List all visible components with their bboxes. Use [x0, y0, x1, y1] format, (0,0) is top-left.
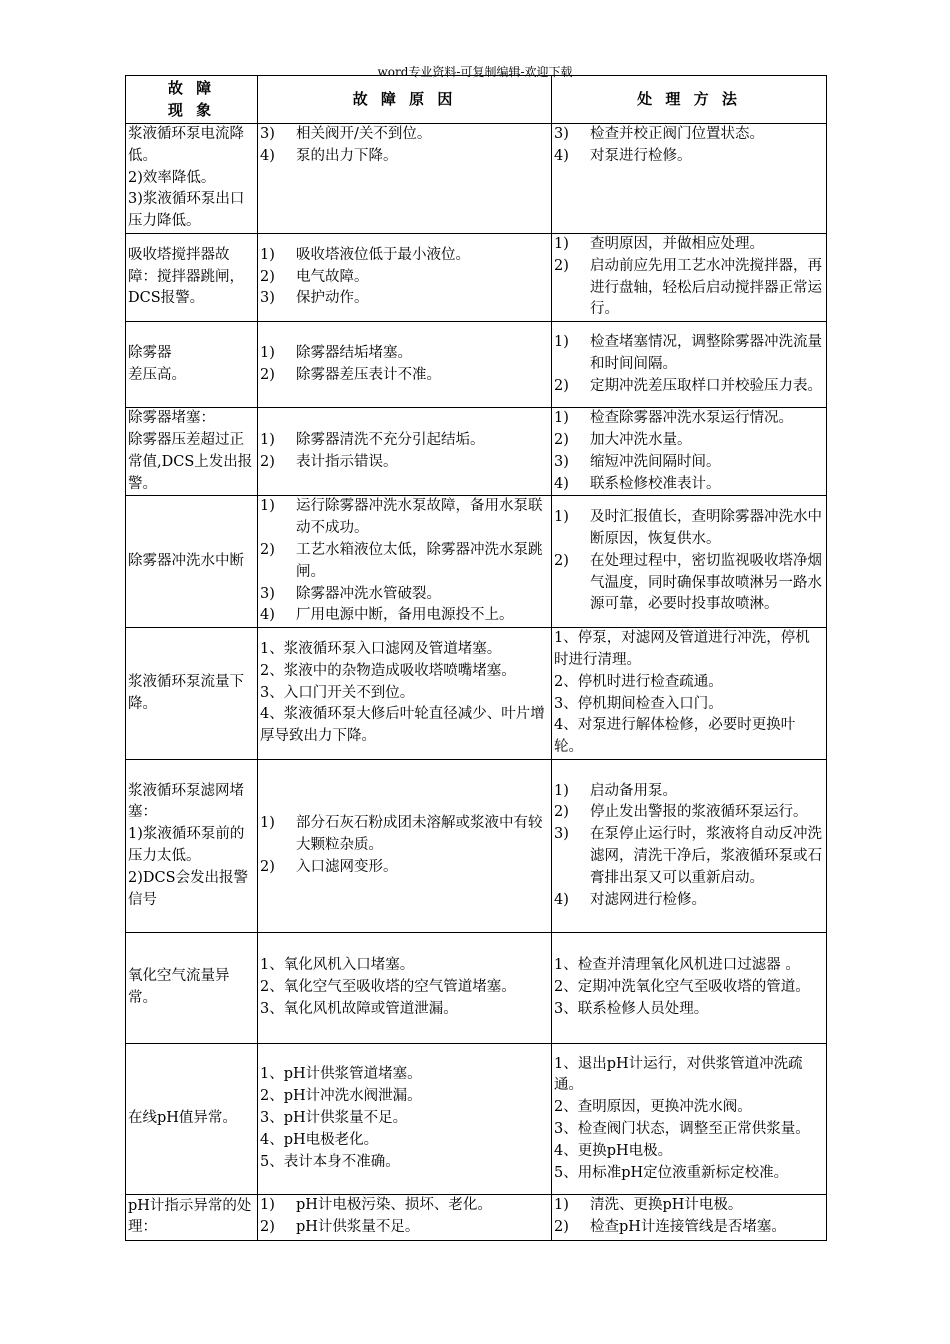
cause-item [260, 343, 549, 365]
cause-item-text: pH计供浆量不足。 [296, 1218, 420, 1235]
method-item-text: 在泵停止运行时，浆液将自动反冲洗滤网，清洗干净后，浆液循环泵或石膏排出泵又可以重新启动。 [590, 826, 822, 886]
symptom-text: 除雾器压差超过正常值,DCS上发出报警。 [128, 431, 253, 492]
method-item-number: 3) [554, 826, 569, 843]
method-item-number: 3) [554, 126, 569, 142]
cause-item-text: 入口滤网变形。 [296, 858, 398, 875]
method-item [554, 824, 824, 889]
cause-item: 3、入口门开关不到位。 [260, 684, 415, 701]
method-item-text: 及时汇报值长，查明除雾器冲洗水中断原因，恢复供水。 [590, 509, 822, 548]
cause-item [260, 813, 549, 857]
cause-item [260, 124, 549, 146]
method-cell [552, 124, 827, 234]
cause-item [260, 1217, 549, 1239]
method-item [554, 376, 824, 398]
method-item-number: 2) [554, 257, 569, 274]
cause-item-number: 3) [260, 290, 275, 307]
cause-item: 1、氧化风机入口堵塞。 [260, 957, 415, 974]
method-item-text: 启动前应先用工艺水冲洗搅拌器，再进行盘轴，轻松后启动搅拌器正常运行。 [590, 257, 822, 318]
cause-item [260, 605, 549, 627]
method-item [554, 452, 824, 474]
symptom-text: 吸收塔搅拌器故障：搅拌器跳闸，DCS报警。 [128, 246, 244, 307]
method-item [554, 507, 824, 551]
symptom-text: 2)效率降低。 [128, 169, 216, 186]
method-item-number: 2) [554, 431, 569, 448]
page-header: word专业资料-可复制编辑-欢迎下载 [377, 65, 573, 79]
cause-item-text: pH计电极污染、损坏、老化。 [296, 1196, 492, 1213]
method-item-text: 查明原因，并做相应处理。 [590, 235, 764, 252]
cause-item-text: 工艺水箱液位太低，除雾器冲洗水泵跳闸。 [296, 541, 543, 580]
method-item: 2、停机时进行检查疏通。 [554, 673, 723, 690]
cause-item-number: 3) [260, 585, 275, 602]
table-row [126, 322, 827, 408]
cause-item-text: 吸收塔液位低于最小液位。 [296, 246, 470, 263]
method-cell [552, 759, 827, 932]
symptom-text: 除雾器堵塞： [128, 410, 215, 427]
fault-table [125, 75, 827, 1241]
method-item-text: 在处理过程中，密切监视吸收塔净烟气温度，同时确保事故喷淋另一路水源可靠，必要时投事故喷淋。 [590, 552, 822, 613]
cause-cell [258, 233, 552, 321]
cause-item: 4、pH电极老化。 [260, 1131, 379, 1148]
symptom-text: 除雾器冲洗水中断 [128, 552, 244, 569]
symptom-text: 在线pH值异常。 [128, 1110, 237, 1127]
method-item [554, 234, 824, 256]
method-item-number: 4) [554, 475, 569, 492]
method-item: 4、更换pH电极。 [554, 1142, 673, 1159]
table-row [126, 1194, 827, 1240]
cause-item-text: 电气故障。 [296, 268, 369, 285]
method-cell [552, 1194, 827, 1240]
method-cell [552, 1043, 827, 1194]
header-cause: 故 障 原 因 [258, 76, 552, 124]
method-cell [552, 233, 827, 321]
cause-cell [258, 1043, 552, 1194]
symptom-text: 除雾器 [128, 344, 172, 361]
cause-item-number: 2) [260, 268, 275, 285]
cause-item-number: 2) [260, 453, 275, 470]
symptom-text: 2)DCS会发出报警信号 [128, 869, 249, 908]
method-item [554, 1217, 824, 1239]
method-item-text: 启动备用泵。 [590, 782, 677, 799]
header-symptom-line2: 现 象 [167, 100, 216, 119]
method-item-text: 清洗、更换pH计电极。 [590, 1196, 743, 1213]
symptom-cell [126, 759, 258, 932]
cause-item [260, 365, 549, 387]
cause-item: 5、表计本身不准确。 [260, 1153, 400, 1170]
method-item-number: 4) [554, 891, 569, 908]
table-row [126, 1043, 827, 1194]
symptom-cell [126, 1043, 258, 1194]
cause-item: 2、pH计冲洗水阀泄漏。 [260, 1088, 422, 1105]
method-item [554, 332, 824, 376]
method-item-number: 1) [554, 1196, 569, 1213]
method-item-number: 1) [554, 782, 569, 799]
symptom-text: 1)浆液循环泵前的压力太低。 [128, 826, 245, 864]
method-item [554, 802, 824, 824]
method-item-text: 缩短冲洗间隔时间。 [590, 453, 721, 470]
header-symptom-line1: 故 障 [167, 78, 216, 97]
cause-item [260, 857, 549, 879]
header-method: 处 理 方 法 [552, 76, 827, 124]
cause-item [260, 496, 549, 540]
cause-item-text: 除雾器清洗不充分引起结垢。 [296, 431, 485, 448]
method-item-number: 2) [554, 552, 569, 569]
method-cell [552, 322, 827, 408]
method-item-text: 对滤网进行检修。 [590, 891, 706, 908]
method-item-number: 3) [554, 453, 569, 470]
symptom-cell [126, 408, 258, 496]
method-item-text: 对泵进行检修。 [590, 147, 692, 164]
cause-item-number: 2) [260, 858, 275, 875]
cause-item-text: 除雾器结垢堵塞。 [296, 344, 412, 361]
cause-item-text: 泵的出力下降。 [296, 147, 398, 164]
symptom-cell [126, 496, 258, 628]
symptom-text: 浆液循环泵滤网堵塞： [128, 782, 244, 821]
method-item: 4、对泵进行解体检修，必要时更换叶轮。 [554, 717, 796, 756]
method-item [554, 1195, 824, 1217]
method-item-text: 检查并校正阀门位置状态。 [590, 126, 764, 142]
cause-cell [258, 932, 552, 1043]
cause-item-text: 表计指示错误。 [296, 453, 398, 470]
cause-item-number: 1) [260, 498, 275, 515]
method-cell [552, 932, 827, 1043]
method-item [554, 781, 824, 803]
method-item-number: 4) [554, 147, 569, 164]
cause-item-text: 保护动作。 [296, 290, 369, 307]
symptom-text: 3)浆液循环泵出口压力降低。 [128, 191, 245, 230]
cause-item-number: 2) [260, 541, 275, 558]
table-row [126, 408, 827, 496]
method-item-text: 停止发出警报的浆液循环泵运行。 [590, 804, 808, 821]
cause-item [260, 245, 549, 267]
method-item: 3、停机期间检查入口门。 [554, 695, 723, 712]
cause-item [260, 452, 549, 474]
cause-item [260, 267, 549, 289]
table-row [126, 233, 827, 321]
cause-item [260, 430, 549, 452]
header-symptom [126, 76, 258, 124]
method-item [554, 408, 824, 430]
cause-item-number: 2) [260, 1218, 275, 1235]
method-item: 5、用标准pH定位液重新标定校准。 [554, 1164, 789, 1181]
method-item [554, 256, 824, 321]
method-item-text: 检查堵塞情况，调整除雾器冲洗流量和时间间隔。 [590, 333, 822, 372]
symptom-text: 浆液循环泵电流降低。 [128, 126, 244, 164]
symptom-text: 差压高。 [128, 366, 186, 383]
method-item-text: 联系检修校准表计。 [590, 475, 721, 492]
cause-cell [258, 628, 552, 760]
cause-cell [258, 759, 552, 932]
method-item: 1、退出pH计运行，对供浆管道冲洗疏通。 [554, 1055, 803, 1094]
cause-item [260, 584, 549, 606]
cause-item-number: 2) [260, 366, 275, 383]
symptom-text: 氧化空气流量异常。 [128, 968, 230, 1006]
method-item-number: 1) [554, 235, 569, 252]
method-item-number: 1) [554, 333, 569, 350]
method-item-text: 检查除雾器冲洗水泵运行情况。 [590, 410, 793, 427]
cause-item-text: 厂用电源中断，备用电源投不上。 [296, 607, 514, 624]
cause-item-number: 1) [260, 246, 275, 263]
cause-item-number: 1) [260, 1196, 275, 1213]
cause-item: 1、pH计供浆管道堵塞。 [260, 1066, 422, 1083]
method-item-number: 1) [554, 509, 569, 526]
cause-item-number: 1) [260, 815, 275, 832]
method-cell [552, 408, 827, 496]
method-cell [552, 628, 827, 760]
method-item-text: 加大冲洗水量。 [590, 431, 692, 448]
table-row [126, 496, 827, 628]
cause-cell [258, 496, 552, 628]
cause-cell [258, 124, 552, 234]
cause-item: 2、浆液中的杂物造成吸收塔喷嘴堵塞。 [260, 662, 516, 679]
cause-item [260, 540, 549, 584]
table-row [126, 759, 827, 932]
method-item [554, 124, 824, 146]
cause-item: 2、氧化空气至吸收塔的空气管道堵塞。 [260, 979, 516, 996]
method-item [554, 474, 824, 496]
cause-cell [258, 408, 552, 496]
method-item-number: 2) [554, 1218, 569, 1235]
symptom-cell [126, 124, 258, 234]
method-item-number: 2) [554, 804, 569, 821]
cause-item: 3、pH计供浆量不足。 [260, 1110, 408, 1127]
cause-item-number: 1) [260, 431, 275, 448]
symptom-text: pH计指示异常的处理： [128, 1197, 252, 1236]
method-item [554, 551, 824, 616]
cause-item-number: 4) [260, 147, 275, 164]
cause-item-number: 3) [260, 126, 275, 142]
table-row [126, 124, 827, 234]
symptom-cell [126, 628, 258, 760]
method-item [554, 890, 824, 912]
cause-item-number: 1) [260, 344, 275, 361]
method-item [554, 146, 824, 168]
cause-item: 1、浆液循环泵入口滤网及管道堵塞。 [260, 641, 502, 658]
method-item-text: 定期冲洗差压取样口并校验压力表。 [590, 377, 822, 394]
method-item-text: 检查pH计连接管线是否堵塞。 [590, 1218, 786, 1235]
symptom-text: 浆液循环泵流量下降。 [128, 673, 244, 712]
table-row [126, 932, 827, 1043]
cause-item-number: 4) [260, 607, 275, 624]
method-item: 1、停泵，对滤网及管道进行冲洗，停机时进行清理。 [554, 630, 810, 668]
method-cell [552, 496, 827, 628]
cause-item: 4、浆液循环泵大修后叶轮直径减少、叶片增厚导致出力下降。 [260, 706, 545, 745]
method-item: 2、定期冲洗氧化空气至吸收塔的管道。 [554, 979, 810, 996]
method-item-number: 2) [554, 377, 569, 394]
symptom-cell [126, 1194, 258, 1240]
method-item [554, 430, 824, 452]
cause-item-text: 运行除雾器冲洗水泵故障，备用水泵联动不成功。 [296, 498, 543, 537]
table-body [126, 124, 827, 1241]
cause-item-text: 除雾器差压表计不准。 [296, 366, 441, 383]
cause-item-text: 相关阀开/关不到位。 [296, 126, 432, 142]
cause-item [260, 146, 549, 168]
cause-item [260, 1195, 549, 1217]
cause-item-text: 部分石灰石粉成团未溶解或浆液中有较大颗粒杂质。 [296, 815, 543, 854]
method-item: 2、查明原因，更换冲洗水阀。 [554, 1099, 752, 1116]
method-item-number: 1) [554, 410, 569, 427]
symptom-cell [126, 322, 258, 408]
cause-item [260, 288, 549, 310]
cause-cell [258, 1194, 552, 1240]
header-row [126, 76, 827, 124]
cause-cell [258, 322, 552, 408]
method-item: 3、联系检修人员处理。 [554, 1000, 709, 1017]
symptom-cell [126, 233, 258, 321]
method-item: 1、检查并清理氧化风机进口过滤器 。 [554, 957, 800, 974]
method-item: 3、检查阀门状态，调整至正常供浆量。 [554, 1120, 810, 1137]
cause-item-text: 除雾器冲洗水管破裂。 [296, 585, 441, 602]
cause-item: 3、氧化风机故障或管道泄漏。 [260, 1000, 458, 1017]
table-row [126, 628, 827, 760]
symptom-cell [126, 932, 258, 1043]
